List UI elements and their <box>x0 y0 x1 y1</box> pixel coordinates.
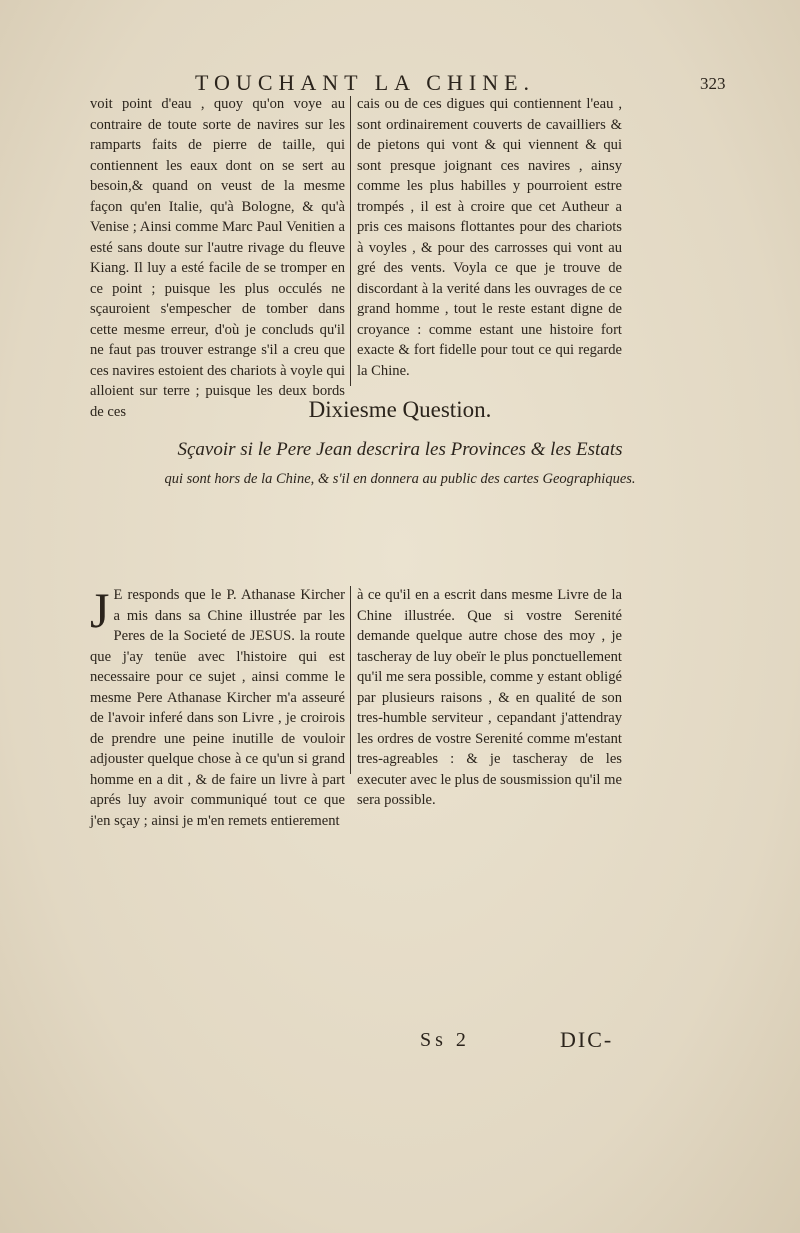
top-left-column <box>90 94 345 422</box>
bottom-left-column <box>90 582 345 831</box>
bottom-right-text: à ce qu'il en a escrit dans mesme Livre de la Chine illustrée. Que si vostre Serenité demande quelque autre chose des moy , je tascheray de luy obeïr le plus ponctuellement qu'il me sera possible, comme y estant obligé par plusieurs raisons , & en qualité de son tres-humble serviteur , cepandant j'attendray les ordres de vostre Serenité comme m'estant tres-agreables : & je tascheray de les executer avec le plus de sousmission qu'il me sera possible. <box>357 587 622 808</box>
top-left-text: voit point d'eau , quoy qu'on voye au contraire de toute sorte de navires sur les ramparts faits de pierre de taille, qui contiennent les eaux dont on se sert au besoin,& quand on veust de la mesme façon qu'en Italie, qu'à Bologne, & qu'à Venise ; Ainsi comme Marc Paul Venitien a esté sans doute sur l'autre rivage du fleuve Kiang. Il luy a esté facile de se tromper en ce point ; puisque les plus occulés ne sçauroient s'empescher de tomber dans cette mesme erreur, d'où je concluds qu'il ne faut pas trouver estrange s'il a creu que ces navires estoient des chariots à voyle qui alloient sur terre ; puisque les deux bords de ces <box>90 96 345 420</box>
question-subheading: qui sont hors de la Chine, & s'il en donnera au public des cartes Geographiques. <box>164 471 636 487</box>
running-title: TOUCHANT LA CHINE. <box>195 70 536 95</box>
top-right-text: cais ou de ces digues qui contiennent l'eau , sont ordinairement couverts de cavailliers & de pietons qui vont & qui viennent & qui sont presque joignant ces navires , ainsy comme les plus habilles y pourroient estre trompés , il est à croire que cet Autheur a pris ces maisons flottantes pour des chariots à voyles , & pour des carrosses qui vont au gré des vents. Voyla ce que je trouve de discordant à la verité dans les ouvrages de ce grand homme , tout le reste estant digne de croyance : comme estant une histoire fort exacte & fort fidelle pour tout ce qui regarde la Chine. <box>357 96 622 379</box>
drop-cap: J <box>90 582 110 638</box>
column-divider-top <box>350 96 351 386</box>
signature-mark: Ss 2 <box>420 1029 470 1051</box>
bottom-right-column <box>357 585 622 811</box>
page-number: 323 <box>700 74 726 93</box>
bottom-left-text: E responds que le P. Athanase Kircher a mis dans sa Chine illustrée par les Peres de la Societé de JESUS. la route que j'ay tenüe avec l'histoire qui est necessaire pour ce sujet , ainsi comme le mesme Pere Athanase Kircher m'a asseuré de l'avoir inferé dans son Livre , je croirois de prendre une peine inutille de vouloir adjouster quelque chose à ce qu'un si grand homme en a dit , & de faire un livre à part aprés luy avoir communiqué tout ce que j'en sçay ; ainsi je m'en remets entierement <box>90 587 345 829</box>
section-title: Dixiesme Question. <box>308 397 492 422</box>
top-right-column <box>357 94 622 381</box>
question-heading: Sçavoir si le Pere Jean descrira les Provinces & les Estats <box>177 439 623 460</box>
column-divider-bottom <box>350 586 351 774</box>
catchword: DIC- <box>560 1027 614 1052</box>
